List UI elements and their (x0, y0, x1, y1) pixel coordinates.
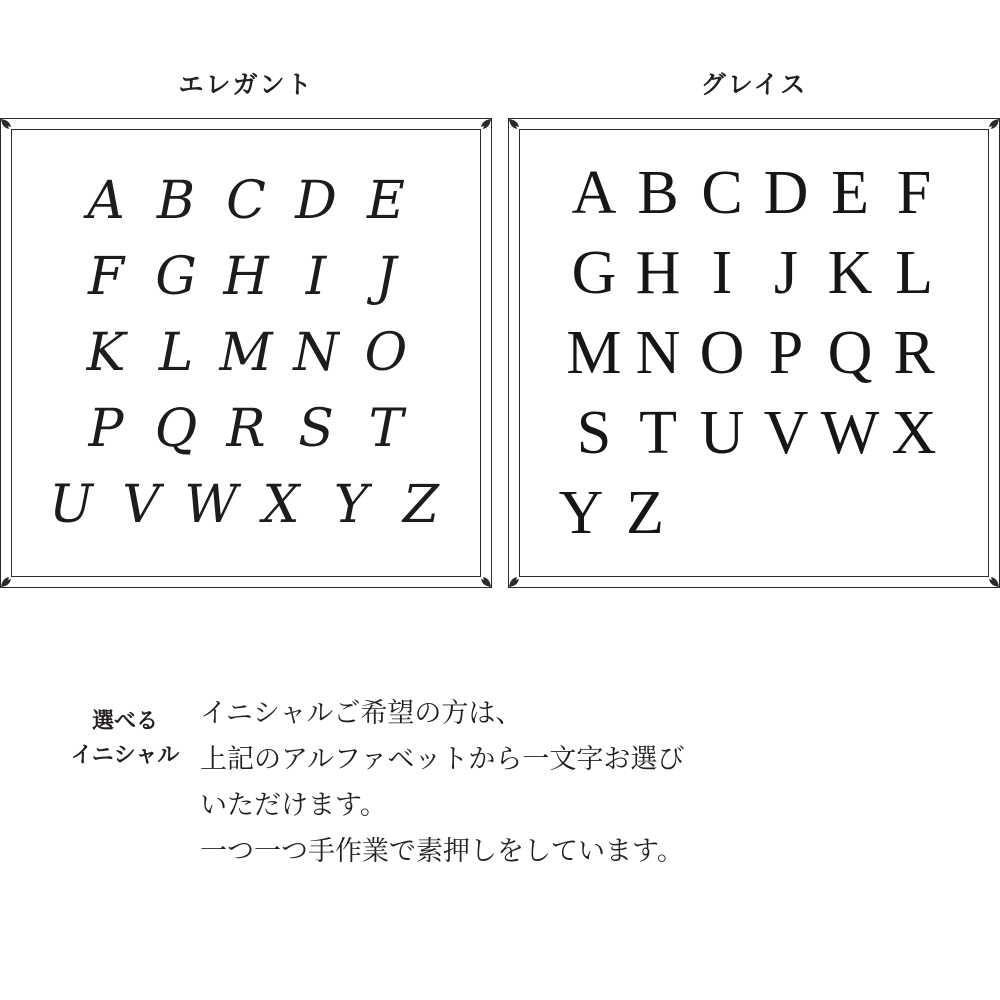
description-line: 上記のアルファベットから一文字お選び (200, 744, 685, 774)
letter-glyph: Z (402, 475, 440, 535)
letter-glyph: E (831, 159, 869, 227)
alphabet-row (543, 393, 965, 473)
letter-glyph: L (158, 323, 194, 383)
initial-label (0, 690, 190, 772)
letter-glyph: W (184, 475, 238, 535)
letter-glyph: X (891, 399, 937, 467)
letter-glyph: I (711, 239, 733, 307)
letter-glyph: C (226, 171, 266, 231)
letter-glyph: B (637, 159, 679, 227)
description-line: イニシャルご希望の方は、 (200, 698, 523, 728)
letter-glyph: N (293, 323, 339, 383)
panel-grace (508, 0, 1000, 588)
letter-glyph: B (156, 171, 196, 231)
panel-title-elegant: エレガント (178, 71, 314, 99)
letter-glyph: S (576, 399, 612, 467)
letter-glyph: P (88, 399, 124, 459)
letter-glyph: D (763, 159, 809, 227)
letter-glyph: K (827, 239, 873, 307)
letter-glyph: A (87, 171, 125, 231)
letter-glyph: A (571, 159, 617, 227)
description-line: いただけます。 (200, 790, 387, 820)
alphabet-row (35, 239, 457, 315)
letter-glyph: M (219, 323, 273, 383)
letter-glyph: G (571, 239, 617, 307)
letter-glyph: D (295, 171, 337, 231)
letter-glyph: U (49, 475, 93, 535)
letter-glyph: E (367, 171, 405, 231)
letter-glyph: T (639, 399, 677, 467)
alphabet-row (35, 315, 457, 391)
letter-glyph: J (773, 239, 799, 307)
letter-glyph: Q (154, 399, 198, 459)
alphabet-frame-elegant (0, 118, 492, 588)
alphabet-row (543, 313, 965, 393)
letter-glyph: T (368, 399, 404, 459)
initial-description-text (190, 690, 684, 874)
letter-glyph: J (375, 247, 397, 307)
letter-glyph: X (262, 475, 300, 535)
alphabet-grid-elegant (35, 153, 457, 553)
letter-glyph: L (895, 239, 933, 307)
letter-glyph: G (155, 247, 197, 307)
letter-glyph: V (763, 399, 809, 467)
letter-glyph: U (699, 399, 745, 467)
letter-glyph: Q (827, 319, 873, 387)
alphabet-grid-grace (543, 153, 965, 553)
letter-glyph: M (566, 319, 622, 387)
alphabet-row (543, 233, 965, 313)
letter-glyph: N (635, 319, 681, 387)
alphabet-row (35, 163, 457, 239)
letter-glyph: Z (626, 479, 664, 547)
description-line: 一つ一つ手作業で素押しをしています。 (200, 836, 684, 866)
letter-glyph: Y (333, 475, 369, 535)
letter-glyph: S (298, 399, 334, 459)
letter-glyph: I (305, 247, 327, 307)
letter-glyph: C (701, 159, 743, 227)
letter-glyph: Y (558, 479, 604, 547)
letter-glyph: R (226, 399, 266, 459)
letter-glyph: K (86, 323, 126, 383)
panel-title-grace: グレイス (700, 71, 808, 99)
letter-glyph: W (820, 399, 880, 467)
alphabet-frame-grace (508, 118, 1000, 588)
letter-glyph: R (893, 319, 935, 387)
letter-glyph: O (699, 319, 745, 387)
letter-glyph: F (87, 247, 125, 307)
letter-glyph: F (896, 159, 932, 227)
initial-description-block (0, 690, 1000, 874)
alphabet-row (35, 467, 457, 543)
panel-elegant (0, 0, 492, 588)
letter-glyph: H (635, 239, 681, 307)
initial-label-line2: イニシャル (70, 742, 180, 767)
initial-label-line1: 選べる (91, 708, 158, 733)
alphabet-row (35, 391, 457, 467)
letter-glyph: P (768, 319, 804, 387)
letter-glyph: H (223, 247, 269, 307)
letter-glyph: V (122, 475, 160, 535)
alphabet-row (543, 153, 965, 233)
alphabet-row (543, 473, 965, 553)
letter-glyph: O (364, 323, 408, 383)
